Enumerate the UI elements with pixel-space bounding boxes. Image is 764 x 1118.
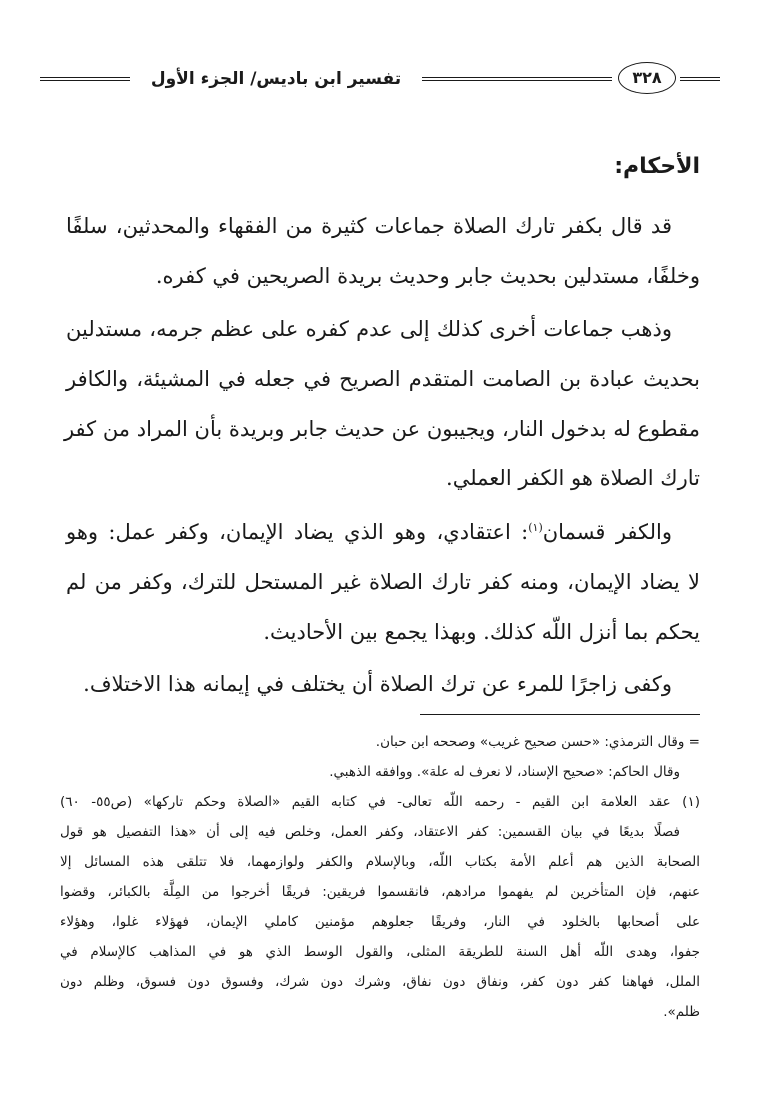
header-rule-left	[40, 77, 130, 81]
header-rule-middle	[422, 77, 612, 81]
footnote-line: الصحابة الذين هم أعلم الأمة بكتاب اللّه، وبالإسلام والكفر ولوازمهما، فلا تتلقى هذه المسائل إلا	[60, 854, 700, 870]
running-header	[40, 62, 720, 98]
footnote-line: ظلم».	[663, 1004, 700, 1020]
body-line	[66, 516, 672, 548]
body-line: مقطوع له بدخول النار، ويجيبون عن حديث جابر وبريدة بأن المراد من كفر	[63, 417, 700, 441]
body-line: تارك الصلاة هو الكفر العملي.	[446, 466, 700, 490]
body-line: لا يضاد الإيمان، ومنه كفر تارك الصلاة غير المستحل للترك، وكفر من لم	[66, 570, 700, 594]
footnote-line: عنهم، فإن المتأخرين لم يفهموا مرادهم، فانقسموا فريقين: فريقًا أخرجوا من المِلَّة بالكبائر، وقضوا	[60, 884, 700, 900]
section-heading: الأحكام:	[614, 154, 700, 179]
body-line: وخلفًا، مستدلين بحديث جابر وحديث بريدة الصريحين في كفره.	[155, 264, 700, 288]
footnote-line: = وقال الترمذي: «حسن صحيح غريب» وصححه ابن حبان.	[375, 734, 700, 750]
footnote-line: جفوا، وهدى اللّه أهل السنة للطريقة المثلى، والقول الوسط الذي هو في المذاهب كالإسلام في	[60, 944, 700, 960]
running-title: تفسير ابن باديس/ الجزء الأول	[150, 69, 402, 89]
body-line: يحكم بما أنزل اللّه كذلك. وبهذا يجمع بين الأحاديث.	[263, 620, 700, 644]
body-line: بحديث عبادة بن الصامت المتقدم الصريح في جعله في المشيئة، والكافر	[66, 367, 700, 391]
footnote-line: وقال الحاكم: «صحيح الإسناد، لا نعرف له علة». ووافقه الذهبي.	[329, 764, 680, 780]
body-text-segment: : اعتقادي، وهو الذي يضاد الإيمان، وكفر عمل: وهو	[66, 520, 529, 544]
footnote-reference: (١)	[528, 521, 543, 534]
header-rule-right	[680, 77, 720, 81]
body-line: قد قال بكفر تارك الصلاة جماعات كثيرة من الفقهاء والمحدثين، سلفًا	[66, 214, 672, 238]
footnote-line: فصلًا بديعًا في بيان القسمين: كفر الاعتقاد، وكفر العمل، وخلص فيه إلى أن «هذا التفصيل هو قول	[60, 824, 680, 840]
footnote-line: الملل، فهاهنا كفر دون كفر، ونفاق دون نفاق، وشرك دون شرك، وفسوق دون فسوق، وظلم دون	[60, 974, 700, 990]
page-number: ٣٢٨	[618, 62, 676, 94]
body-line: وذهب جماعات أخرى كذلك إلى عدم كفره على عظم جرمه، مستدلين	[66, 317, 672, 341]
body-text-segment: والكفر قسمان	[542, 520, 673, 544]
footnote-separator	[420, 714, 700, 715]
footnote-line: على أصحابها بالخلود في النار، وفريقًا جعلوهم مؤمنين كاملي الإيمان، فهؤلاء غلوا، وهؤلاء	[60, 914, 700, 930]
footnote-line: (١) عقد العلامة ابن القيم - رحمه اللّه تعالى- في كتابه القيم «الصلاة وحكم تاركها» (ص٥٥- ٦٠)	[60, 794, 700, 810]
body-line: وكفى زاجرًا للمرء عن ترك الصلاة أن يختلف في إيمانه هذا الاختلاف.	[83, 672, 672, 696]
